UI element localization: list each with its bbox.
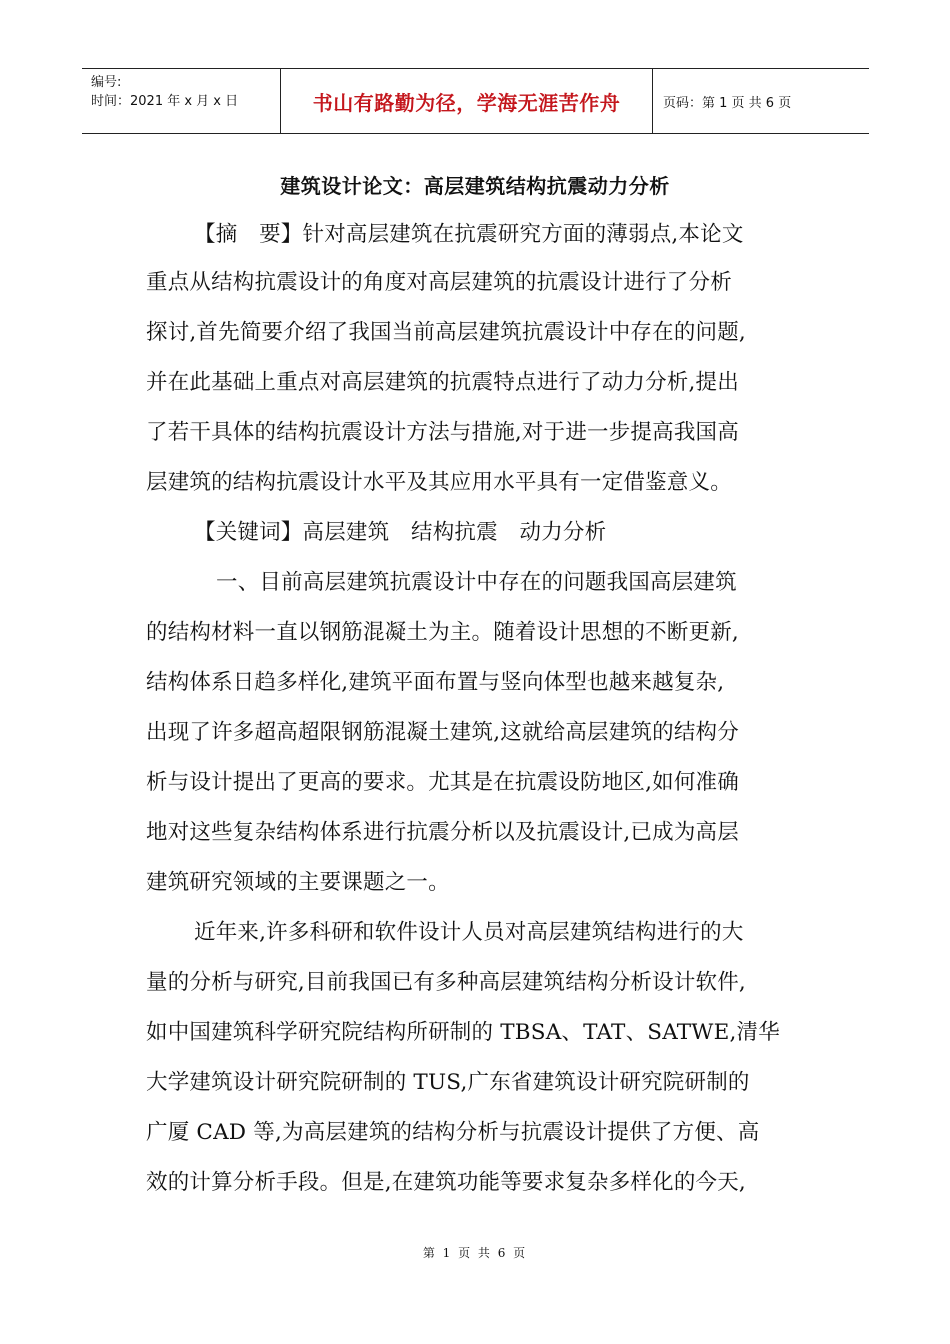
paragraph-line: 大学建筑设计研究院研制的 TUS,广东省建筑设计研究院研制的 bbox=[146, 1070, 750, 1095]
paragraph-line: 效的计算分析手段。但是,在建筑功能等要求复杂多样化的今天, bbox=[146, 1170, 746, 1195]
paragraph-line: 如中国建筑科学研究院结构所研制的 TBSA、TAT、SATWE,清华 bbox=[146, 1020, 780, 1045]
paragraph-line: 建筑研究领域的主要课题之一。 bbox=[146, 870, 450, 895]
paragraph-line: 了若干具体的结构抗震设计方法与措施,对于进一步提高我国高 bbox=[146, 420, 739, 445]
header-page-cell bbox=[653, 69, 869, 133]
paragraph-line: 并在此基础上重点对高层建筑的抗震特点进行了动力分析,提出 bbox=[146, 370, 739, 395]
page-info: 页码：第 1 页 共 6 页 bbox=[663, 95, 792, 111]
keywords-line: 【关键词】高层建筑 结构抗震 动力分析 bbox=[194, 520, 607, 545]
header-motto-cell bbox=[281, 69, 653, 133]
document-title: 建筑设计论文：高层建筑结构抗震动力分析 bbox=[280, 174, 670, 198]
section-heading-line: 一、目前高层建筑抗震设计中存在的问题我国高层建筑 bbox=[216, 570, 737, 595]
paragraph-line: 重点从结构抗震设计的角度对高层建筑的抗震设计进行了分析 bbox=[146, 270, 732, 295]
paragraph-line: 的结构材料一直以钢筋混凝土为主。随着设计思想的不断更新, bbox=[146, 620, 739, 645]
page-footer: 第 1 页 共 6 页 bbox=[422, 1246, 528, 1260]
paragraph-line: 结构体系日趋多样化,建筑平面布置与竖向体型也越来越复杂, bbox=[146, 670, 725, 695]
paragraph-line: 广厦 CAD 等,为高层建筑的结构分析与抗震设计提供了方便、高 bbox=[146, 1120, 760, 1145]
paragraph-line: 析与设计提出了更高的要求。尤其是在抗震设防地区,如何准确 bbox=[146, 770, 739, 795]
paragraph-line: 地对这些复杂结构体系进行抗震分析以及抗震设计,已成为高层 bbox=[146, 820, 739, 845]
paragraph-line: 探讨,首先简要介绍了我国当前高层建筑抗震设计中存在的问题, bbox=[146, 320, 746, 345]
header-table bbox=[82, 68, 869, 134]
paragraph-line: 出现了许多超高超限钢筋混凝土建筑,这就给高层建筑的结构分 bbox=[146, 720, 739, 745]
paragraph-line: 量的分析与研究,目前我国已有多种高层建筑结构分析设计软件, bbox=[146, 970, 746, 995]
motto-text: 书山有路勤为径，学海无涯苦作舟 bbox=[312, 90, 621, 115]
paragraph-line: 近年来,许多科研和软件设计人员对高层建筑结构进行的大 bbox=[194, 920, 744, 945]
paragraph-line: 层建筑的结构抗震设计水平及其应用水平具有一定借鉴意义。 bbox=[146, 470, 732, 495]
paragraph-line: 【摘 要】针对高层建筑在抗震研究方面的薄弱点,本论文 bbox=[194, 222, 744, 247]
header-meta-cell bbox=[82, 69, 281, 133]
number-label: 编号: bbox=[91, 75, 122, 90]
time-label: 时间：2021 年 x 月 x 日 bbox=[91, 94, 239, 109]
